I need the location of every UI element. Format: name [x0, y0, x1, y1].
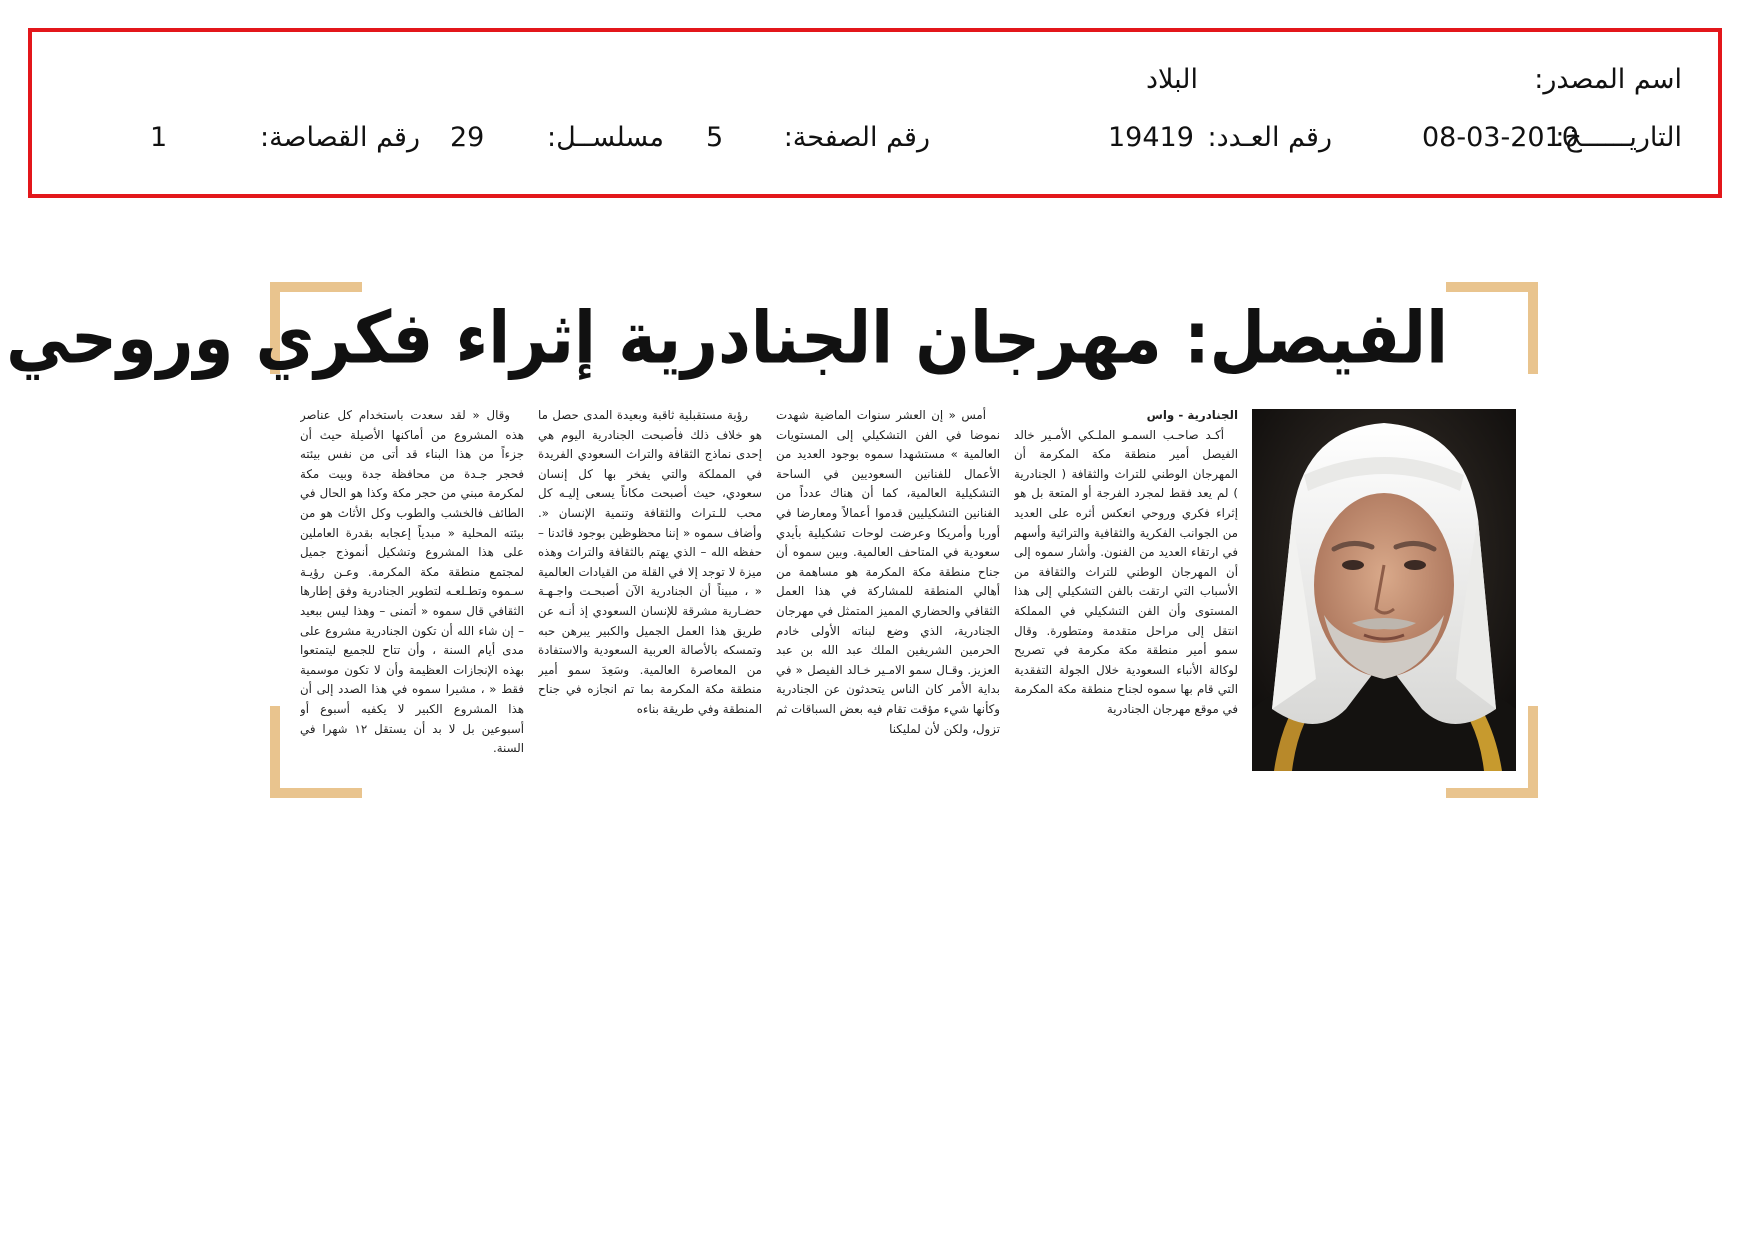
corner-bracket-bottom-left-vertical	[270, 706, 280, 798]
article-column-2	[776, 406, 1000, 782]
clip-number-value: 1	[150, 122, 168, 153]
portrait-illustration	[1252, 409, 1516, 771]
corner-bracket-top-right-vertical	[1528, 282, 1538, 374]
clipping-metadata-box	[28, 28, 1722, 198]
date-label: التاريــــــخ:	[1555, 122, 1682, 153]
corner-bracket-top-right	[1446, 282, 1538, 292]
issue-value: 19419	[1108, 122, 1194, 153]
article-column-1-text: أكـد صاحـب السمـو الملـكي الأمـير خالد الفيصل أمير منطقة مكة المكرمة أن المهرجان الوطني للتراث والثقافة ( الجنادرية ) لم يعد فقط لمجرد الفرجة أو المتعة بل هو إثراء فكري وروحي انعكس أثره على العديد من الجوانب الفكرية والثقافية والتراثية وأسهم في ارتقاء العديد من الفنون. وأشار سموه إلى أن المهرجان الوطني للتراث والثقافة من الأسباب التي ارتقت بالفن التشكيلي إلى هذا المستوى وأن الفن التشكيلي في المملكة انتقل إلى مراحل متقدمة ومتطورة. وقال سمو أمير منطقة مكة مكرمة في تصريح لوكالة الأنباء السعودية خلال الجولة التفقدية التي قام بها سموه لجناح منطقة مكة المكرمة في موقع مهرجان الجنادرية	[1014, 427, 1238, 716]
newspaper-clipping	[6, 282, 1538, 798]
article-column-4-text: وقال « لقد سعدت باستخدام كل عناصر هذه المشروع من أماكنها الأصيلة حيث أن جزءاً من هذا البناء قد أتى من نفس بيئته فحجر جـدة من محافظة جدة وبيت مكة لمكرمة مبني من حجر مكة وكذا هو الحال في الطائف فالخشب والطوب وكل الأثاث هو من بيئته المحلية « مبدياً إعجابه بقدرة العاملين على هذا المشروع وتشكيل أنموذج جميل لمجتمع منطقة مكة المكرمة. وعـن رؤيـة سـموه وتطـلعـه لتطوير الجنادرية وفق إطارها الثقافي قال سموه « أتمنى – وهذا ليس ببعيد – إن شاء الله أن تكون الجنادرية مشروع على مدى أيام السنة ، وأن تتاح للجميع ليتمتعوا بهذه الإنجازات العظيمة وأن لا تكون موسمية فقط « ، مشيرا سموه في هذا الصدد إلى أن هذا المشروع الكبير لا يكفيه أسبوع أو أسبوعين بل لا بد أن يستقل ١٢ شهرا في السنة.	[300, 408, 524, 756]
page-label: رقم الصفحة:	[783, 122, 930, 153]
corner-bracket-top-left	[270, 282, 362, 292]
issue-label: رقم العـدد:	[1207, 122, 1332, 153]
corner-bracket-bottom-right-vertical	[1528, 706, 1538, 798]
article-column-2-text: أمس « إن العشر سنوات الماضية شهدت نموضا في الفن التشكيلي إلى المستويات العالمية » مستشهدا سموه بوجود العديد من الأعمال للفنانين السعوديين في الساحة التشكيلية العالمية، كما أن هناك عدداً من الفنانين التشكيليين قدموا أعمالاً ومعارضا في أوربا وأمريكا وعرضت لوحات تشكيلية بأيدي سعودية في المتاحف العالمية. وبين سموه أن جناح منطقة مكة المكرمة هو مساهمة من أهالي المنطقة للمشاركة في هذا العمل الثقافي والحضاري المميز المتمثل في مهرجان الجنادرية، الذي وضع لبناته الأولى خادم الحرمين الشريفين الملك عبد الله بن عبد العزيز. وقـال سمو الامـير خـالد الفيصل « في بداية الأمر كان الناس يتحدثون عن الجنادرية وكأنها شيء مؤقت تقام فيه بعض السباقات ثم تزول، ولكن لأن لمليكنا	[776, 408, 1000, 736]
date-value: 08-03-2010	[1422, 122, 1579, 153]
article-column-1	[1014, 406, 1238, 782]
source-value: البلاد	[1145, 64, 1198, 95]
corner-bracket-bottom-left	[270, 788, 362, 798]
clip-number-label: رقم القصاصة:	[259, 122, 420, 153]
article-column-3	[538, 406, 762, 782]
article-column-4	[300, 406, 524, 782]
article-dateline: الجنادرية - واس	[1146, 408, 1238, 422]
portrait-photo	[1252, 409, 1516, 771]
article-column-3-text: رؤية مستقبلية ثاقبة وبعيدة المدى حصل ما هو خلاف ذلك فأصبحت الجنادرية اليوم هي إحدى نماذج الثقافة والتراث السعودي الفريدة في المملكة والتي يفخر بها كل إنسان سعودي، حيث أصبحت مكاناً يسعى إليـه كل محب للـتراث والثقافة وتنمية الإنسان «. وأضاف سموه « إننا محظوظين بوجود قائدنا – حفظه الله – الذي يهتم بالثقافة والتراث وهذه ميزة لا توجد إلا في القلة من القيادات العالمية « ، مبيناً أن الجنادرية الآن أصبحـت واجـهـة حضـارية مشرقة للإنسان السعودي إذ أنـه عن طريق هذا العمل الجميل والكبير يبرهن حبه وتمسكه بالأصالة العربية السعودية والاستفادة من المعاصرة العالمية. وسَعِدَ سمو أمير منطقة مكة المكرمة بما تم انجازه في جناح المنطقة وفي طريقة بناءه	[538, 408, 762, 716]
corner-bracket-bottom-right	[1446, 788, 1538, 798]
serial-value: 29	[450, 122, 485, 153]
page-value: 5	[706, 122, 724, 153]
source-label: اسم المصدر:	[1534, 64, 1682, 95]
article-headline: الفيصل: مهرجان الجنادرية إثراء فكري وروحي	[6, 297, 1448, 381]
serial-label: مسلســل:	[547, 122, 664, 153]
